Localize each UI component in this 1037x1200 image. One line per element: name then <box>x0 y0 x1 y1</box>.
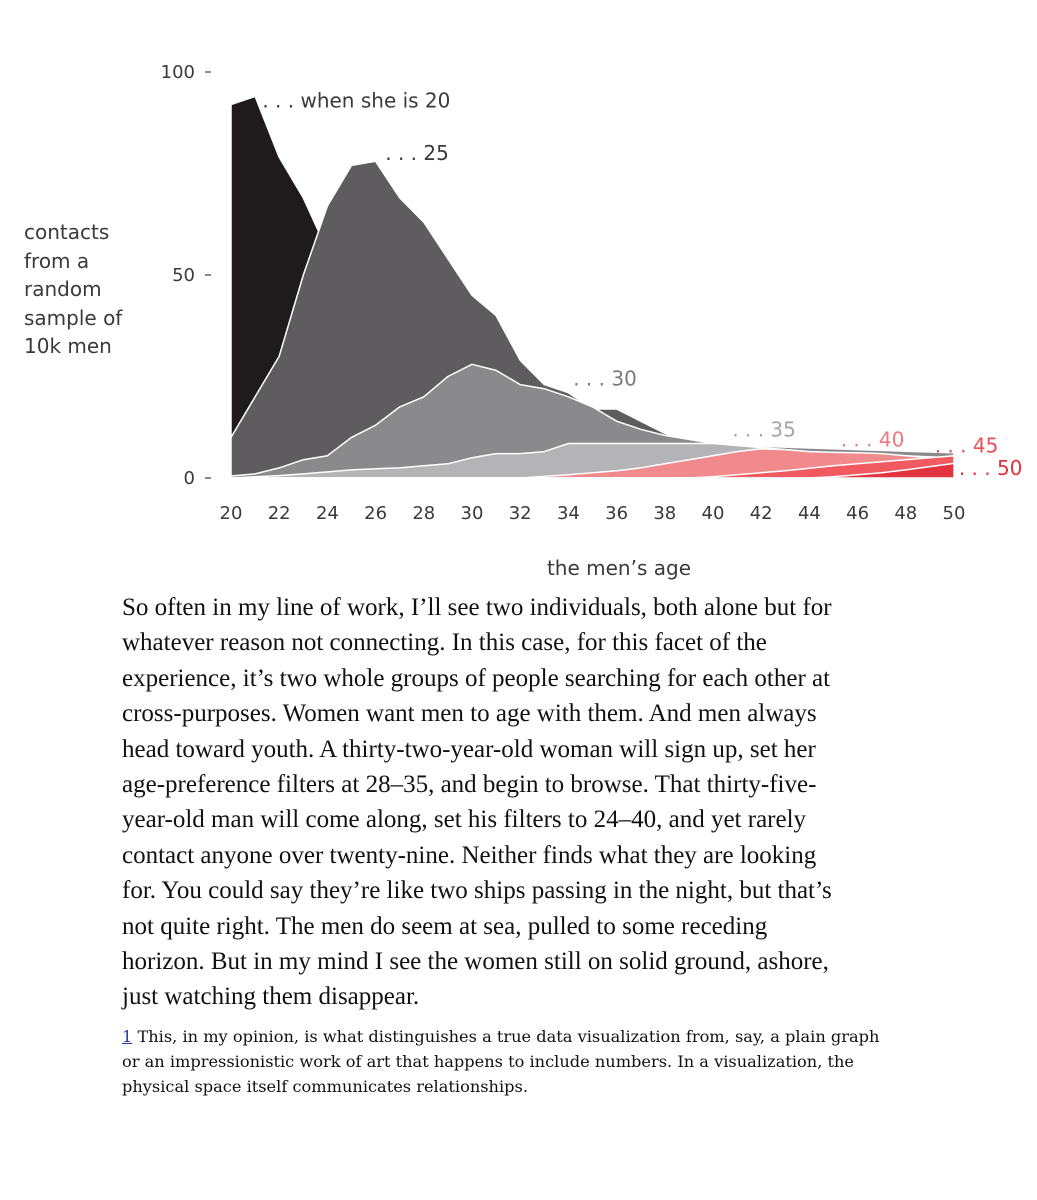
y-tick-label: 50 <box>172 265 195 286</box>
y-axis-title-line: random <box>24 277 102 301</box>
y-axis-title-line: contacts <box>24 220 110 244</box>
body-line: contact anyone over twenty-nine. Neither finds what they are looking <box>122 841 817 869</box>
body-line: cross-purposes. Women want men to age with them. And men always <box>122 700 817 728</box>
x-tick-label: 26 <box>364 503 388 524</box>
x-tick-label: 36 <box>605 503 629 524</box>
x-tick-label: 22 <box>267 503 291 524</box>
x-tick-label: 34 <box>556 503 580 524</box>
body-line: age-preference filters at 28–35, and begin to browse. That thirty-five- <box>122 771 817 799</box>
x-tick-label: 20 <box>219 503 243 524</box>
series-label: . . . 30 <box>573 366 637 391</box>
body-line: for. You could say they’re like two ships passing in the night, but that’s <box>122 877 832 905</box>
y-axis <box>161 62 211 489</box>
series-areas <box>231 96 954 478</box>
x-tick-label: 48 <box>894 503 918 524</box>
x-tick-label: 32 <box>508 503 532 524</box>
y-tick-label: 0 <box>183 468 195 489</box>
x-tick-label: 28 <box>412 503 436 524</box>
footnote <box>122 1024 942 1099</box>
body-line: whatever reason not connecting. In this case, for this facet of the <box>122 629 767 657</box>
footnote-link[interactable]: 1 <box>122 1027 133 1046</box>
x-tick-label: 42 <box>749 503 773 524</box>
footnote-text: This, in my opinion, is what distinguishes a true data visualization from, say, a plain graph <box>132 1027 880 1046</box>
x-tick-label: 38 <box>653 503 677 524</box>
body-line: experience, it’s two whole groups of people searching for each other at <box>122 664 831 692</box>
body-line: not quite right. The men do seem at sea, pulled to some receding <box>122 912 768 940</box>
series-label: . . . 25 <box>385 141 449 166</box>
series-label: . . . when she is 20 <box>262 88 451 113</box>
x-tick-label: 40 <box>701 503 725 524</box>
x-tick-label: 44 <box>797 503 821 524</box>
y-axis-title <box>24 218 164 361</box>
y-axis-title-line: 10k men <box>24 334 112 358</box>
footnote-line: physical space itself communicates relationships. <box>122 1077 528 1096</box>
series-label: . . . 40 <box>840 427 905 452</box>
y-axis-title-line: sample of <box>24 305 123 330</box>
series-label: . . . 50 <box>958 455 1023 480</box>
body-line: horizon. But in my mind I see the women still on solid ground, ashore, <box>122 948 829 976</box>
series-label: . . . 35 <box>732 417 796 442</box>
y-tick-label: 100 <box>160 62 195 83</box>
body-line: year-old man will come along, set his filters to 24–40, and yet rarely <box>122 806 807 834</box>
footnote-line <box>122 1024 942 1049</box>
body-paragraph <box>122 590 922 1015</box>
footnote-line: or an impressionistic work of art that happens to include numbers. In a visualization, the <box>122 1052 854 1071</box>
x-tick-label: 46 <box>846 503 870 524</box>
x-axis-title: the men’s age <box>546 556 692 580</box>
body-line: So often in my line of work, I’ll see two individuals, both alone but for <box>122 594 832 621</box>
body-line: just watching them disappear. <box>122 983 420 1011</box>
x-axis <box>220 503 966 524</box>
x-tick-label: 30 <box>460 503 484 524</box>
y-axis-title-line: from a <box>24 248 90 273</box>
x-tick-label: 50 <box>942 503 966 524</box>
x-tick-label: 24 <box>315 503 339 524</box>
body-line: head toward youth. A thirty-two-year-old woman will sign up, set her <box>122 735 816 763</box>
series-label: . . . 45 <box>934 433 999 458</box>
